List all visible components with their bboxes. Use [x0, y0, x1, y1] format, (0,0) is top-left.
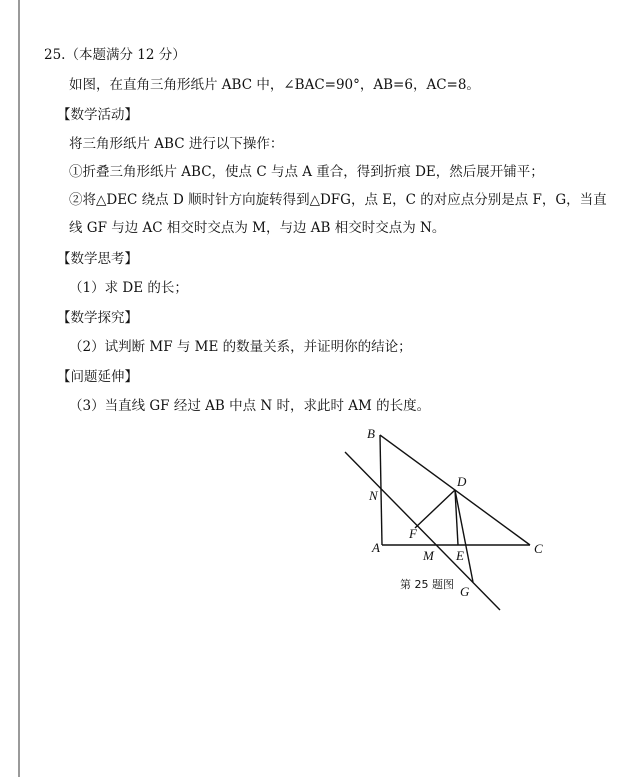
label-point-e: E: [456, 548, 464, 563]
part-3-question: （3）当直线 GF 经过 AB 中点 N 时，求此时 AM 的长度。: [69, 398, 431, 414]
section-heading-extend: 【问题延伸】: [57, 369, 138, 385]
section-heading-activity: 【数学活动】: [57, 107, 138, 123]
step-2-text-line-2: 线 GF 与边 AC 相交时交点为 M，与边 AB 相交时交点为 N。: [69, 220, 446, 236]
part-1-question: （1）求 DE 的长；: [69, 280, 188, 296]
part-2-question: （2）试判断 MF 与 ME 的数量关系，并证明你的结论；: [69, 339, 412, 355]
label-point-g: G: [460, 584, 470, 599]
label-point-m: M: [423, 548, 434, 563]
label-point-n: N: [369, 488, 378, 503]
activity-lead-text: 将三角形纸片 ABC 进行以下操作：: [69, 136, 284, 152]
label-point-f: F: [409, 526, 417, 541]
page-binding-edge: [18, 0, 20, 777]
step-1-text: ①折叠三角形纸片 ABC，使点 C 与点 A 重合，得到折痕 DE，然后展开铺平；: [69, 164, 544, 180]
figure-caption: 第 25 题图: [400, 578, 454, 591]
question-number: 25.（本题满分 12 分）: [44, 47, 186, 63]
segment-df: [415, 490, 455, 528]
label-point-a: A: [372, 540, 380, 555]
section-heading-thinking: 【数学思考】: [57, 251, 138, 267]
label-point-d: D: [457, 474, 467, 489]
label-point-b: B: [367, 426, 375, 441]
question-intro: 如图，在直角三角形纸片 ABC 中，∠BAC=90°，AB=6，AC=8。: [69, 77, 480, 93]
section-heading-explore: 【数学探究】: [57, 310, 138, 326]
label-point-c: C: [534, 541, 543, 556]
step-2-text-line-1: ②将△DEC 绕点 D 顺时针方向旋转得到△DFG，点 E，C 的对应点分别是点 F，G，当直: [69, 192, 607, 208]
geometry-figure: [330, 420, 580, 620]
